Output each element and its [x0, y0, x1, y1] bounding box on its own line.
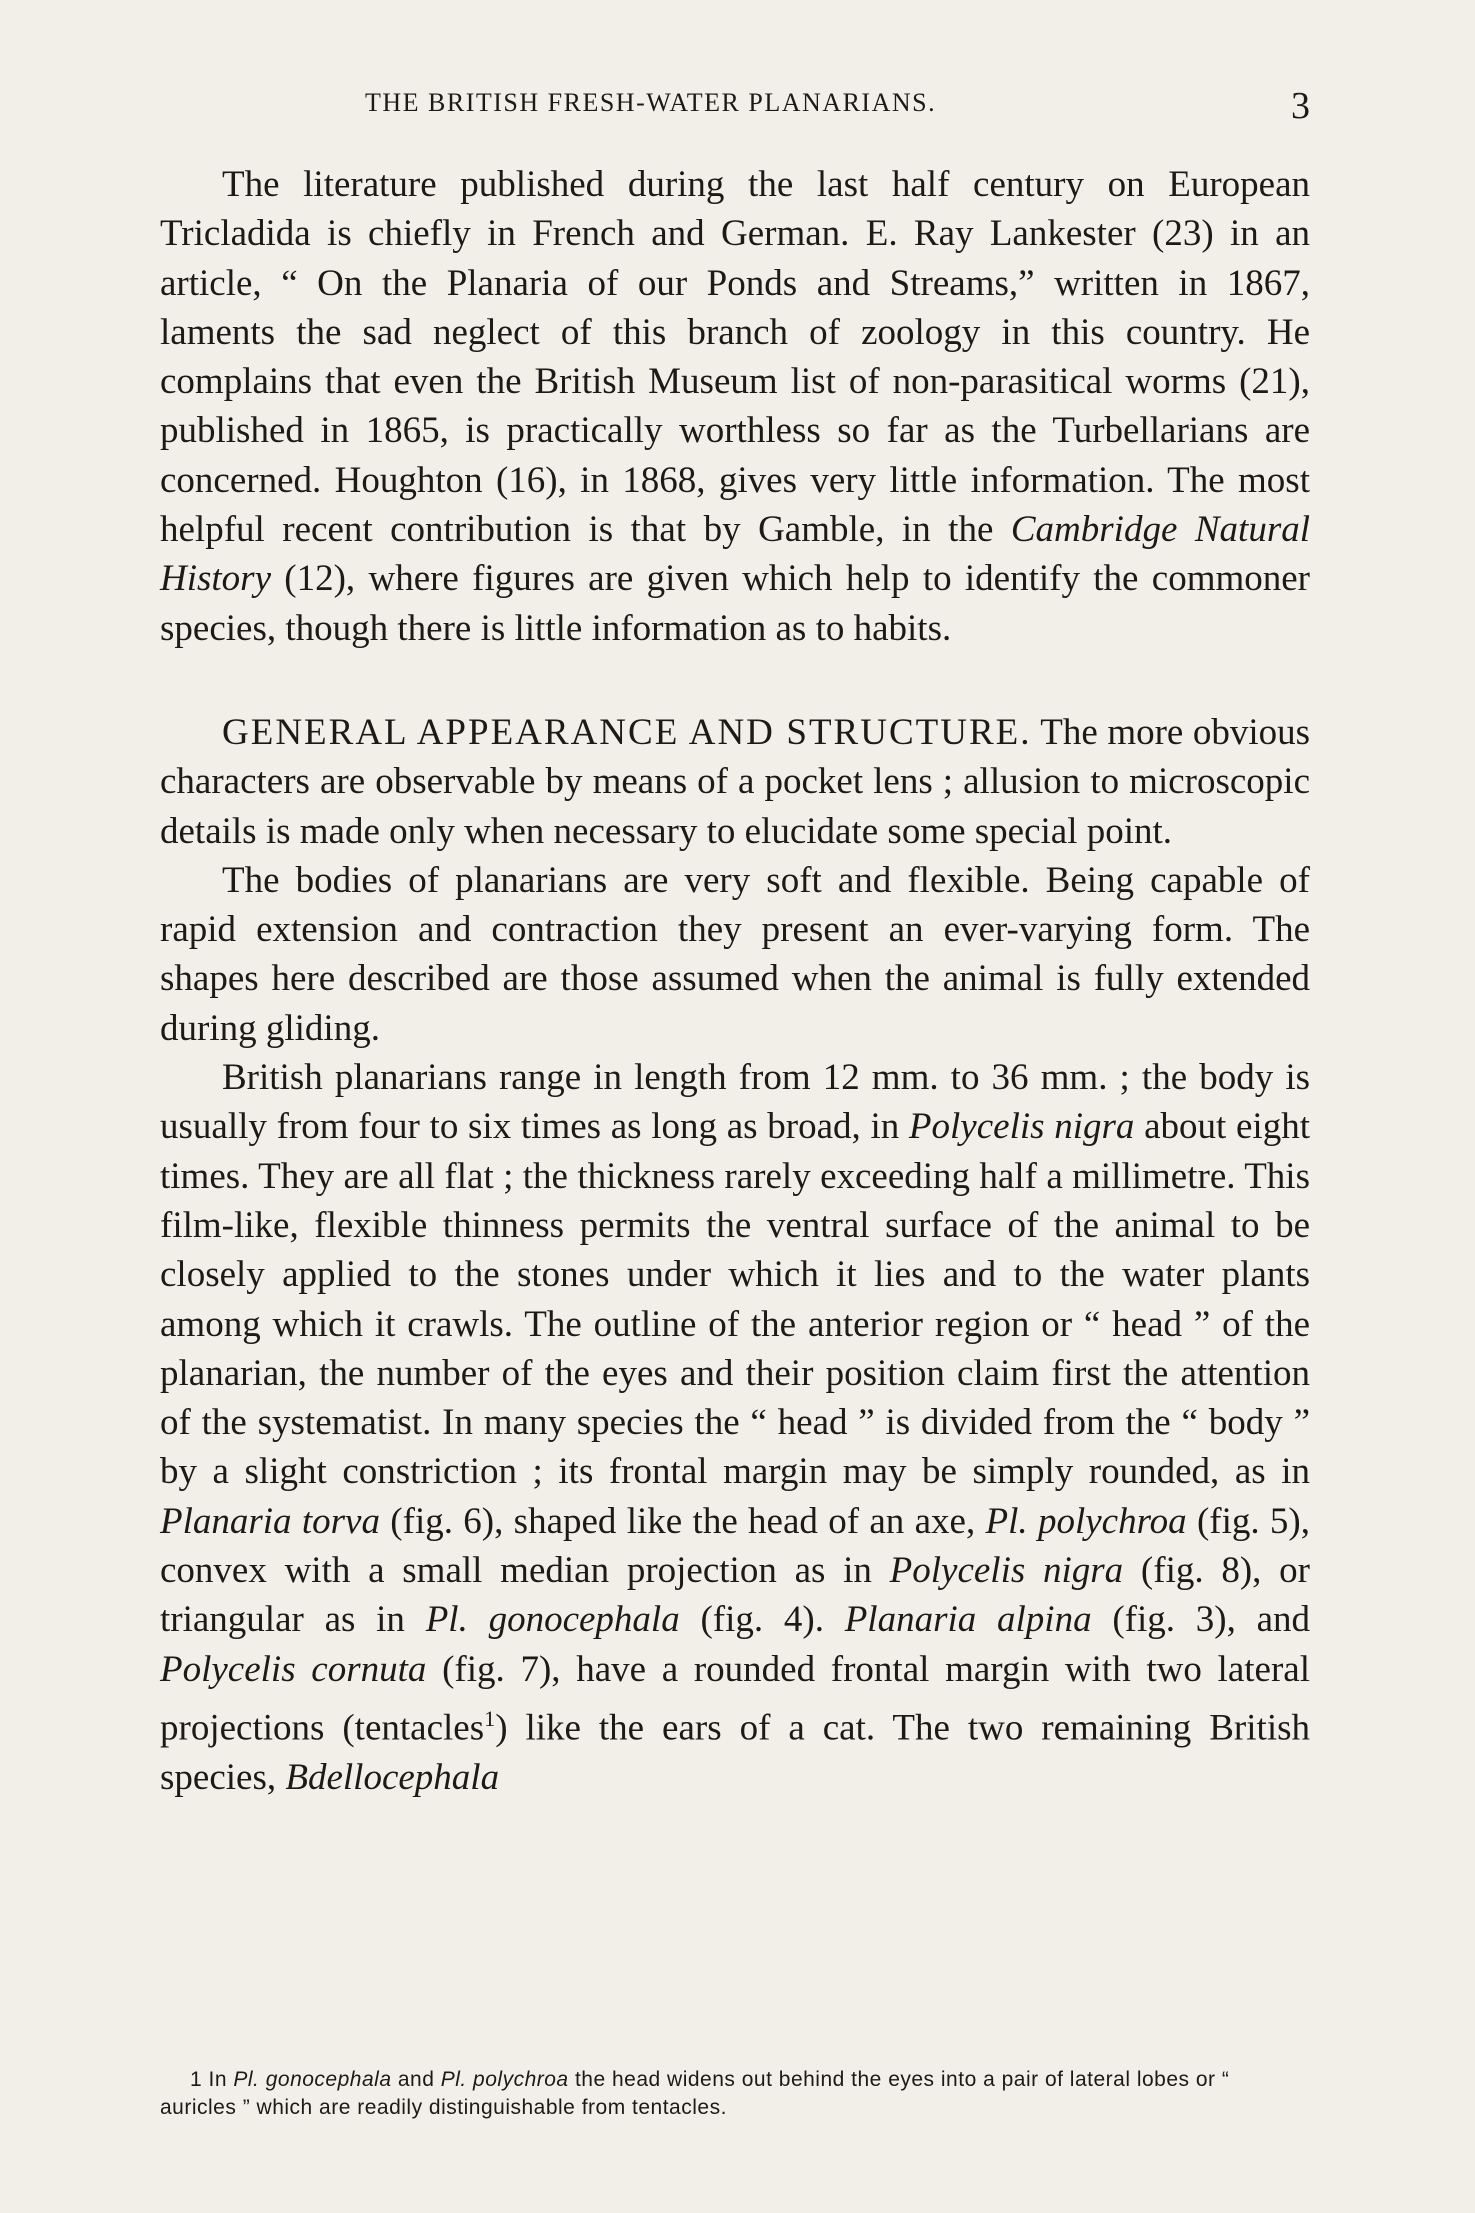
body-text — [160, 160, 1310, 1802]
footnote-number: 1 — [190, 2068, 203, 2091]
book-title: Cambridge Natural History — [160, 509, 1310, 600]
footnote-marker: 1 — [484, 1705, 496, 1731]
paragraph-general-appearance: GENERAL APPEARANCE AND STRUCTURE. The more obvious characters are observable by means of a pocket lens ; allusion to microscopic details is made only when necessary to elucidate some special point. — [160, 711, 1310, 852]
running-title: THE BRITISH FRESH-WATER PLANARIANS. — [365, 88, 937, 117]
section-heading: GENERAL APPEARANCE AND STRUCTURE. — [222, 711, 1032, 753]
paragraph-literature: The literature published during the last half century on European Tricladida is chiefly in French and German. E. Ray Lankester (23) in an article, “ On the Planaria of our Ponds and Streams,” written in 1867, laments the sad neglect of this branch of zoology in this country. He complains that even the British Museum list of non-parasitical worms (21), published in 1865, is practically worthless so far as the Turbellarians are concerned. Houghton (16), in 1868, gives very little information. The most helpful recent contribution is that by Gamble, in the Cambridge Natural History (12), where figures are given which help to identify the commoner species, though there is little information as to habits. — [160, 164, 1310, 649]
paragraph-size-shape: British planarians range in length from 12 mm. to 36 mm. ; the body is usually from four to six times as long as broad, in Polycelis nigra about eight times. They are all flat ; the thickness rarely exceeding half a millimetre. This film-like, flexible thinness permits the ventral surface of the animal to be closely applied to the stones under which it lies and to the water plants among which it crawls. The outline of the anterior region or “ head ” of the planarian, the number of the eyes and their position claim first the attention of the systematist. In many species the “ head ” is divided from the “ body ” by a slight constriction ; its frontal margin may be simply rounded, as in Planaria torva (fig. 6), shaped like the head of an axe, Pl. polychroa (fig. 5), convex with a small median projection as in Polycelis nigra (fig. 8), or triangular as in Pl. gonocephala (fig. 4). Planaria alpina (fig. 3), and Polycelis cornuta (fig. 7), have a rounded frontal margin with two lateral projections (tentacles$^1$) like the ears of a cat. The two remaining British species, Bdellocephala — [160, 1057, 1311, 1798]
footnote: 1 In Pl. gonocephala and Pl. polychroa the head widens out behind the eyes into a pair of lateral lobes or “ auricles ” which are readily distinguishable from tentacles. — [160, 2068, 1230, 2119]
page-number: 3 — [1291, 85, 1310, 127]
paragraph-bodies: The bodies of planarians are very soft and flexible. Being capable of rapid extension and contraction they present an ever-varying form. The shapes here described are those assumed when the animal is fully extended during gliding. — [160, 859, 1310, 1049]
